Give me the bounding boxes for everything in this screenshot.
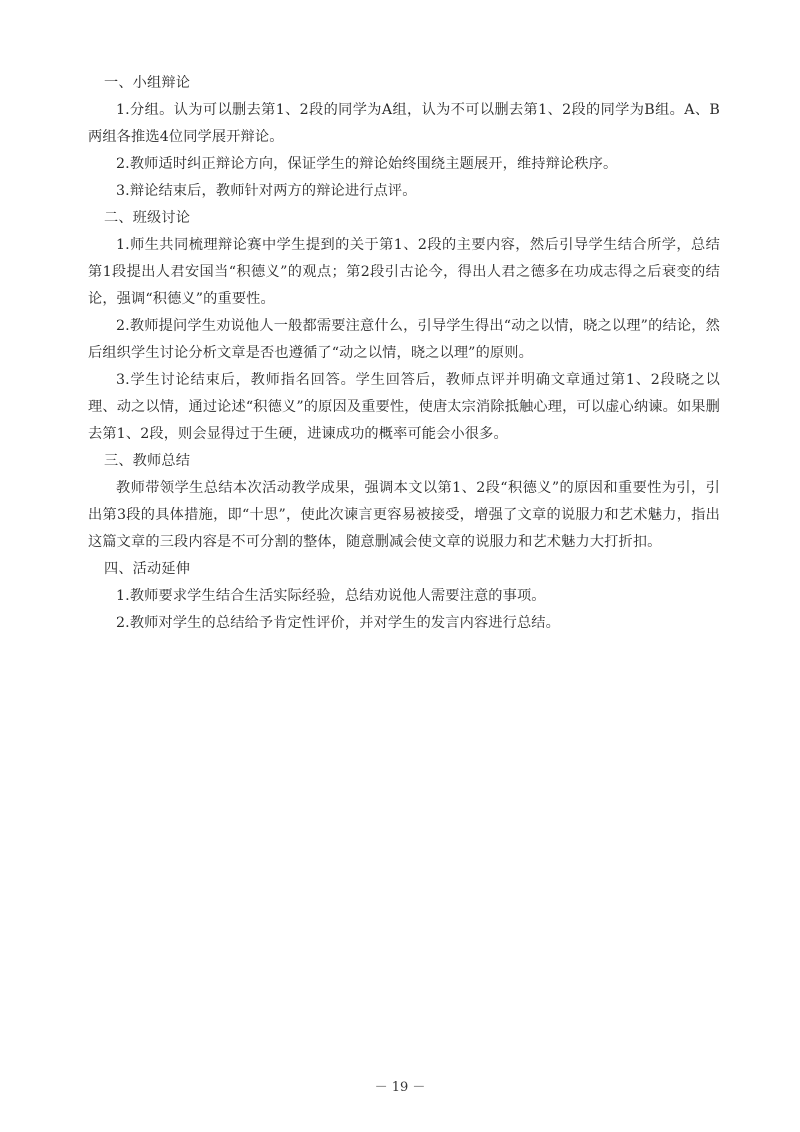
section-heading: 三、教师总结 (104, 453, 191, 469)
section-heading: 一、小组辩论 (104, 75, 191, 91)
paragraph: 2.教师对学生的总结给予肯定性评价，并对学生的发言内容进行总结。 (116, 615, 560, 631)
section-heading: 四、活动延伸 (104, 561, 191, 577)
section-heading: 二、班级讨论 (104, 210, 191, 226)
page-number: － 19 － (374, 1080, 426, 1095)
paragraph: 1.分组。认为可以删去第1、2段的同学为A组，认为不可以删去第1、2段的同学为B组。A、B两组各推选4位同学展开辩论。 (88, 102, 720, 145)
document-body (88, 70, 720, 637)
paragraph: 3.学生讨论结束后，教师指名回答。学生回答后，教师点评并明确文章通过第1、2段晓之以理、动之以情，通过论述“积德义”的原因及重要性，使唐太宗消除抵触心理，可以虚心纳谏。如果删去第1、2段，则会显得过于生硬，进谏成功的概率可能会小很多。 (88, 372, 720, 442)
paragraph: 2.教师适时纠正辩论方向，保证学生的辩论始终围绕主题展开，维持辩论秩序。 (116, 156, 618, 172)
paragraph: 3.辩论结束后，教师针对两方的辩论进行点评。 (116, 183, 417, 199)
paragraph: 2.教师提问学生劝说他人一般都需要注意什么，引导学生得出“动之以情，晓之以理”的结论，然后组织学生讨论分析文章是否也遵循了“动之以情，晓之以理”的原则。 (88, 318, 720, 361)
paragraph: 1.师生共同梳理辩论赛中学生提到的关于第1、2段的主要内容，然后引导学生结合所学，总结第1段提出人君安国当“积德义”的观点；第2段引古论今，得出人君之德多在功成志得之后衰变的结论，强调“积德义”的重要性。 (88, 237, 720, 307)
paragraph: 教师带领学生总结本次活动教学成果，强调本文以第1、2段“积德义”的原因和重要性为引，引出第3段的具体措施，即“十思”，使此次谏言更容易被接受，增强了文章的说服力和艺术魅力，指出这篇文章的三段内容是不可分割的整体，随意删减会使文章的说服力和艺术魅力大打折扣。 (88, 480, 720, 550)
paragraph: 1.教师要求学生结合生活实际经验，总结劝说他人需要注意的事项。 (116, 588, 546, 604)
